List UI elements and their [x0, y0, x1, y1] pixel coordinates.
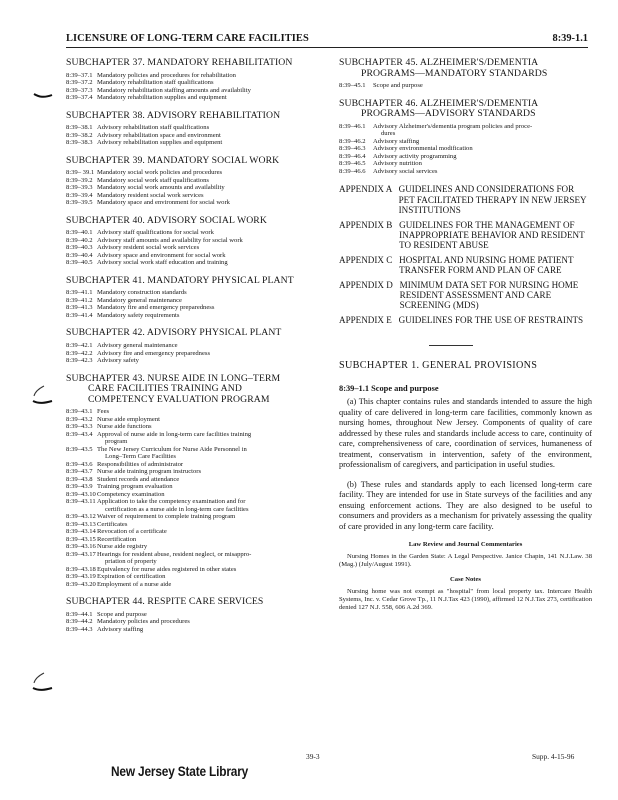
- section-title-line: Advisory rehabilitation supplies and equipment: [97, 139, 223, 147]
- section-title-line: Mandatory rehabilitation supplies and equipment: [97, 94, 227, 102]
- section-list: [66, 408, 331, 588]
- subchapter-heading: [339, 58, 592, 79]
- subchapter-heading-line: SUBCHAPTER 37. MANDATORY REHABILITATION: [66, 57, 293, 68]
- section-title: [97, 139, 331, 147]
- section-title-line: Advisory rehabilitation space and environment: [97, 131, 221, 139]
- subchapter-heading-line: COMPETENCY EVALUATION PROGRAM: [88, 393, 270, 405]
- section-entry: [339, 168, 592, 176]
- section-divider: [429, 345, 473, 346]
- section-list: [339, 123, 592, 176]
- section-title: [97, 573, 331, 581]
- subchapter-heading: [66, 111, 331, 122]
- left-column: [66, 58, 331, 642]
- section-title: [97, 476, 331, 484]
- section-title: [97, 513, 331, 521]
- section-title-line: The New Jersey Curriculum for Nurse Aide Personnel in: [97, 445, 247, 453]
- section-number: 8:39–44.3: [66, 625, 93, 633]
- section-entry: [66, 177, 331, 185]
- section-list: [66, 342, 331, 365]
- section-number: 8:39–40.5: [66, 259, 93, 267]
- section-number: 8:39–43.13: [66, 520, 96, 528]
- section-number: 8:39–42.1: [66, 342, 93, 350]
- subchapter-heading: [66, 58, 331, 69]
- section-entry: [66, 536, 331, 544]
- subchapter-heading-line: SUBCHAPTER 45. ALZHEIMER'S/DEMENTIA: [339, 57, 539, 68]
- section-title-line: Nurse aide registry: [97, 543, 148, 551]
- section-title-line: Advisory staff amounts and availability for social work: [97, 236, 243, 244]
- library-stamp: New Jersey State Library: [111, 764, 249, 779]
- section-number: 8:39–43.15: [66, 535, 96, 543]
- section-title: [97, 72, 331, 80]
- section-entry: [66, 611, 331, 619]
- section-title-line: Mandatory resident social work services: [97, 191, 204, 199]
- section-entry: [66, 289, 331, 297]
- running-header: [66, 33, 588, 48]
- section-title-line: Long–Term Care Facilities: [105, 453, 176, 461]
- section-entry: [66, 491, 331, 499]
- section-entry: [66, 618, 331, 626]
- section-title-line: Expiration of certification: [97, 573, 166, 581]
- section-number: 8:39–46.1: [339, 122, 366, 130]
- section-title-line: Scope and purpose: [97, 610, 147, 618]
- section-title-line: Mandatory rehabilitation staff qualifications: [97, 79, 214, 87]
- appendix-label: APPENDIX C: [339, 254, 400, 265]
- section-title-line: Advisory general maintenance: [97, 342, 178, 350]
- appendix-label: APPENDIX D: [339, 279, 400, 290]
- section-title: [97, 611, 331, 619]
- section-number: 8:39–43.8: [66, 475, 93, 483]
- section-title-line: Advisory staffing: [373, 137, 420, 145]
- section-title-line: Training program evaluation: [97, 483, 173, 491]
- section-number: 8:39–39.5: [66, 199, 93, 207]
- section-title-line: Mandatory fire and emergency preparedness: [97, 304, 215, 312]
- section-entry: [66, 476, 331, 484]
- subchapter-1-heading: SUBCHAPTER 1. GENERAL PROVISIONS: [339, 360, 538, 372]
- section-entry: [66, 244, 331, 252]
- subchapter-heading-line: SUBCHAPTER 42. ADVISORY PHYSICAL PLANT: [66, 327, 282, 339]
- section-title: [97, 87, 331, 95]
- subchapter-heading-line: PROGRAMS—MANDATORY STANDARDS: [361, 67, 548, 79]
- section-entry: [66, 513, 331, 521]
- section-title-line: Revocation of a certificate: [97, 528, 167, 536]
- subchapter-heading-line: SUBCHAPTER 41. MANDATORY PHYSICAL PLANT: [66, 274, 294, 286]
- appendix-label: APPENDIX A: [339, 184, 399, 195]
- section-title: [97, 551, 331, 566]
- section-list: [66, 72, 331, 102]
- margin-mark-3: [30, 670, 54, 704]
- section-title: [97, 252, 331, 260]
- section-title: [97, 169, 331, 177]
- section-entry: [66, 79, 331, 87]
- section-entry: [66, 423, 331, 431]
- section-entry: [66, 184, 331, 192]
- section-entry: [66, 259, 331, 267]
- section-title-line: priation of property: [105, 558, 157, 566]
- section-title: [97, 192, 331, 200]
- section-entry: [66, 431, 331, 446]
- section-title-line: Advisory rehabilitation staff qualifications: [97, 124, 210, 132]
- section-number: 8:39–40.3: [66, 244, 93, 252]
- section-entry: [66, 342, 331, 350]
- subchapter-heading: [66, 216, 331, 227]
- section-entry: [339, 160, 592, 168]
- page-number: 39-3: [306, 752, 320, 761]
- section-number: 8:39–43.12: [66, 513, 96, 521]
- section-title-line: Competency examination: [97, 490, 165, 498]
- section-title-line: Nurse aide training program instructors: [97, 468, 202, 476]
- section-entry: [66, 94, 331, 102]
- section-title: [97, 431, 331, 446]
- section-title: [97, 498, 331, 513]
- section-list: [66, 229, 331, 267]
- section-heading: 8:39–1.1 Scope and purpose: [339, 384, 439, 394]
- section-entry: [66, 237, 331, 245]
- section-number: 8:39–43.16: [66, 543, 96, 551]
- section-title: [97, 312, 331, 320]
- section-number: 8:39–39.3: [66, 184, 93, 192]
- section-title: [97, 342, 331, 350]
- section-entry: [66, 551, 331, 566]
- section-number: 8:39–43.14: [66, 528, 96, 536]
- section-number: 8:39–38.1: [66, 124, 93, 132]
- section-number: 8:39–37.2: [66, 79, 93, 87]
- section-title: [97, 94, 331, 102]
- appendix-title: GUIDELINES FOR THE MANAGEMENT OF INAPPROPRIATE BEHAVIOR AND RESIDENT TO RESIDENT ABUSE: [399, 219, 585, 251]
- section-number: 8:39–44.1: [66, 610, 93, 618]
- section-list: [339, 82, 592, 90]
- header-code: 8:39-1.1: [552, 33, 588, 44]
- subchapter-heading-line: CARE FACILITIES TRAINING AND: [88, 383, 242, 395]
- section-title: [97, 536, 331, 544]
- section-title: [97, 289, 331, 297]
- section-title-line: Approval of nurse aide in long-term care facilities training: [97, 430, 252, 438]
- section-number: 8:39–41.4: [66, 311, 93, 319]
- section-title-line: Advisory resident social work services: [97, 244, 200, 252]
- margin-mark-2: [30, 383, 54, 419]
- section-number: 8:39–40.4: [66, 251, 93, 259]
- section-entry: [66, 229, 331, 237]
- section-number: 8:39–41.2: [66, 296, 93, 304]
- section-title-line: program: [105, 438, 128, 446]
- subchapter-heading: [66, 156, 331, 167]
- section-entry: [66, 192, 331, 200]
- subchapter-heading-line: SUBCHAPTER 40. ADVISORY SOCIAL WORK: [66, 214, 267, 226]
- appendix-title: HOSPITAL AND NURSING HOME PATIENT TRANSFER FORM AND PLAN OF CARE: [399, 254, 574, 276]
- section-title: [97, 350, 331, 358]
- supplement-date: Supp. 4-15-96: [532, 752, 575, 761]
- appendix-entry: [339, 255, 592, 276]
- section-title: [97, 124, 331, 132]
- section-title: [373, 82, 592, 90]
- section-number: 8:39–46.2: [339, 137, 366, 145]
- section-entry: [66, 461, 331, 469]
- section-title-line: Nurse aide functions: [97, 423, 152, 431]
- right-column: [339, 58, 592, 611]
- appendix-label: APPENDIX E: [339, 314, 399, 325]
- law-review-text: Nursing Homes in the Garden State: A Legal Perspective. Janice Chapin, 141 N.J.Law. 38 (Mag.) (July/August 1991).: [339, 553, 592, 568]
- section-entry: [66, 350, 331, 358]
- section-list: [66, 169, 331, 207]
- section-number: 8:39–43.17: [66, 550, 96, 558]
- section-title-line: Hearings for resident abuse, resident neglect, or misappro-: [97, 550, 252, 558]
- section-number: 8:39–43.10: [66, 490, 96, 498]
- section-entry: [339, 82, 592, 90]
- section-title-line: Advisory safety: [97, 357, 139, 365]
- section-title: [97, 132, 331, 140]
- section-entry: [66, 297, 331, 305]
- section-entry: [66, 132, 331, 140]
- section-entry: [66, 521, 331, 529]
- section-entry: [66, 312, 331, 320]
- section-title-line: Mandatory policies and procedures for rehabilitation: [97, 71, 236, 79]
- section-number: 8:39–39.4: [66, 191, 93, 199]
- section-title: [373, 153, 592, 161]
- section-number: 8:39–38.3: [66, 139, 93, 147]
- section-number: 8:39–38.2: [66, 131, 93, 139]
- section-number: 8:39–43.2: [66, 415, 93, 423]
- section-entry: [66, 446, 331, 461]
- section-list: [66, 124, 331, 147]
- case-notes-text: Nursing home was not exempt as "hospital" from local property tax. Intercare Health Systems, Inc. v. Cedar Grove Tp., 11 N.J.Tax 423 (1990), affirmed 12 N.J.Tax 273, certification denied 127 N.J. 558, 606 A.2d 369.: [339, 588, 592, 611]
- section-title-line: Recertification: [97, 535, 137, 543]
- case-notes-heading: Case Notes: [450, 576, 481, 584]
- appendix-title: GUIDELINES AND CONSIDERATIONS FOR PET FACILITATED THERAPY IN NEW JERSEY INSTITUTIONS: [398, 184, 587, 216]
- section-title: [97, 199, 331, 207]
- section-number: 8:39–43.4: [66, 430, 93, 438]
- section-title-line: Advisory staff qualifications for social work: [97, 229, 214, 237]
- section-title-line: Advisory social work staff education and training: [97, 259, 228, 267]
- section-number: 8:39–43.19: [66, 573, 96, 581]
- section-number: 8:39–44.2: [66, 618, 93, 626]
- section-number: 8:39–42.2: [66, 349, 93, 357]
- section-title-line: Mandatory general maintenance: [97, 296, 182, 304]
- section-title-line: Mandatory social work policies and procedures: [97, 169, 223, 177]
- section-number: 8:39–46.4: [339, 152, 366, 160]
- section-title: [373, 138, 592, 146]
- section-title-line: Mandatory social work staff qualifications: [97, 176, 209, 184]
- section-title: [97, 491, 331, 499]
- section-title-line: Nurse aide employment: [97, 415, 160, 423]
- section-entry: [66, 581, 331, 589]
- section-title-line: Equivalency for nurse aides registered in other states: [97, 565, 237, 573]
- section-title-line: dures: [381, 130, 396, 138]
- section-number: 8:39–40.1: [66, 229, 93, 237]
- section-entry: [66, 72, 331, 80]
- subchapter-heading: [66, 597, 331, 608]
- section-title: [97, 423, 331, 431]
- appendix-title: GUIDELINES FOR THE USE OF RESTRAINTS: [398, 314, 584, 325]
- section-entry: [66, 468, 331, 476]
- section-title-line: Advisory Alzheimer's/dementia program policies and proce-: [373, 122, 533, 130]
- section-title-line: Advisory staffing: [97, 625, 144, 633]
- section-title-line: Mandatory rehabilitation staffing amounts and availability: [97, 86, 251, 94]
- section-title-line: Advisory nutrition: [373, 160, 422, 168]
- section-title-line: Fees: [97, 408, 110, 416]
- section-number: 8:39–43.11: [66, 498, 96, 506]
- section-number: 8:39–37.1: [66, 71, 93, 79]
- section-title-line: Responsibilities of administrator: [97, 460, 184, 468]
- section-entry: [66, 357, 331, 365]
- section-title: [97, 416, 331, 424]
- section-entry: [66, 252, 331, 260]
- section-title: [97, 79, 331, 87]
- section-title: [373, 168, 592, 176]
- margin-mark-1: [32, 88, 54, 102]
- appendix-label: APPENDIX B: [339, 219, 400, 230]
- section-title-line: Advisory social services: [373, 167, 438, 175]
- subchapter-heading-line: SUBCHAPTER 39. MANDATORY SOCIAL WORK: [66, 154, 280, 166]
- section-title: [373, 145, 592, 153]
- section-number: 8:39–43.1: [66, 408, 93, 416]
- appendix-entry: [339, 280, 592, 311]
- section-title-line: Advisory fire and emergency preparedness: [97, 349, 211, 357]
- subchapter-heading: [66, 276, 331, 287]
- section-entry: [66, 199, 331, 207]
- section-entry: [66, 626, 331, 634]
- section-entry: [66, 498, 331, 513]
- section-title-line: Mandatory policies and procedures: [97, 618, 190, 626]
- subchapter-heading: [339, 99, 592, 120]
- section-title-line: Employment of a nurse aide: [97, 580, 172, 588]
- section-title: [97, 461, 331, 469]
- section-entry: [66, 528, 331, 536]
- appendix-entry: [339, 315, 592, 325]
- section-number: 8:39–43.6: [66, 460, 93, 468]
- section-title-line: Mandatory space and environment for social work: [97, 199, 230, 207]
- section-title: [97, 446, 331, 461]
- section-entry: [66, 408, 331, 416]
- section-title: [97, 528, 331, 536]
- right-subchapters: [339, 58, 592, 175]
- section-number: 8:39–41.1: [66, 289, 93, 297]
- section-title: [97, 566, 331, 574]
- section-entry: [66, 483, 331, 491]
- section-entry: [66, 139, 331, 147]
- section-entry: [339, 123, 592, 138]
- section-number: 8:39–43.9: [66, 483, 93, 491]
- section-entry: [66, 169, 331, 177]
- appendix-entry: [339, 220, 592, 251]
- subchapter-heading: [66, 374, 331, 406]
- section-number: 8:39–43.3: [66, 423, 93, 431]
- section-title: [97, 297, 331, 305]
- section-title: [97, 468, 331, 476]
- section-title-line: Waiver of requirement to complete training program: [97, 513, 236, 521]
- subchapter-heading-line: SUBCHAPTER 44. RESPITE CARE SERVICES: [66, 596, 264, 608]
- section-title: [97, 618, 331, 626]
- section-title: [97, 626, 331, 634]
- section-title: [97, 483, 331, 491]
- section-title: [97, 408, 331, 416]
- section-title: [97, 581, 331, 589]
- section-entry: [339, 153, 592, 161]
- section-entry: [66, 566, 331, 574]
- section-title-line: Scope and purpose: [373, 82, 423, 90]
- section-number: 8:39–39.2: [66, 176, 93, 184]
- section-title: [97, 304, 331, 312]
- section-number: 8:39–42.3: [66, 357, 93, 365]
- appendix-list: [339, 184, 592, 325]
- appendix-title: MINIMUM DATA SET FOR NURSING HOME RESIDENT ASSESSMENT AND CARE SCREENING (MDS): [399, 279, 579, 311]
- section-title-line: Mandatory safety requirements: [97, 311, 180, 319]
- section-title-line: Mandatory construction standards: [97, 289, 187, 297]
- section-title-line: Mandatory social work amounts and availability: [97, 184, 225, 192]
- section-title: [97, 237, 331, 245]
- section-number: 8:39–46.3: [339, 145, 366, 153]
- section-entry: [66, 416, 331, 424]
- section-number: 8:39–45.1: [339, 82, 366, 90]
- section-number: 8:39–37.4: [66, 94, 93, 102]
- section-title-line: Certificates: [97, 520, 128, 528]
- section-title: [373, 160, 592, 168]
- section-title-line: Application to take the competency examination and for: [97, 498, 246, 506]
- section-title: [97, 259, 331, 267]
- paragraph-a: (a) This chapter contains rules and standards intended to assure the high quality of care delivered in long-term care facilities, commonly known as nursing homes, throughout New Jersey. Components of quality of care addressed by these rules and standards include access to care, continuity of care, comprehensiveness of care, coordination of services, humaneness of treatment, conservatism in intervention, safety of the environment, professionalism of caregivers, and participation in useful studies.: [339, 397, 592, 470]
- section-title-line: Student records and attendance: [97, 475, 180, 483]
- section-number: 8:39–43.5: [66, 445, 93, 453]
- section-title: [97, 521, 331, 529]
- law-review-heading: Law Review and Journal Commentaries: [408, 541, 523, 549]
- section-number: 8:39–46.5: [339, 160, 366, 168]
- section-title-line: Advisory space and environment for social work: [97, 251, 226, 259]
- section-entry: [339, 145, 592, 153]
- section-title-line: Advisory activity programming: [373, 152, 457, 160]
- header-title: LICENSURE OF LONG-TERM CARE FACILITIES: [66, 33, 309, 44]
- section-entry: [66, 87, 331, 95]
- section-list: [66, 289, 331, 319]
- section-title: [97, 357, 331, 365]
- section-title: [97, 244, 331, 252]
- subchapter-heading-line: SUBCHAPTER 43. NURSE AIDE IN LONG–TERM: [66, 372, 281, 384]
- section-entry: [66, 573, 331, 581]
- section-entry: [66, 304, 331, 312]
- section-number: 8:39–40.2: [66, 236, 93, 244]
- section-title: [97, 543, 331, 551]
- section-title: [97, 184, 331, 192]
- section-title: [373, 123, 592, 138]
- section-number: 8:39– 39.1: [66, 169, 95, 177]
- subchapter-heading-line: SUBCHAPTER 38. ADVISORY REHABILITATION: [66, 109, 281, 121]
- appendix-entry: [339, 184, 592, 215]
- section-title: [97, 229, 331, 237]
- subchapter-heading: [66, 328, 331, 339]
- section-title: [97, 177, 331, 185]
- section-entry: [339, 138, 592, 146]
- section-list: [66, 611, 331, 634]
- subchapter-heading-line: SUBCHAPTER 46. ALZHEIMER'S/DEMENTIA: [339, 97, 539, 109]
- section-title-line: certification as a nurse aide in long-term care facilities: [105, 505, 249, 513]
- subchapter-heading-line: PROGRAMS—ADVISORY STANDARDS: [361, 108, 536, 120]
- section-number: 8:39–43.20: [66, 580, 96, 588]
- section-number: 8:39–46.6: [339, 167, 366, 175]
- paragraph-b: (b) These rules and standards apply to each licensed long-term care facility. They are intended for use in State surveys of the facilities and any ensuing enforcement actions. They are also designed to be useful to consumers and providers as a mechanism for privately assessing the quality of care provided in any long-term care facility.: [339, 479, 592, 531]
- section-number: 8:39–43.18: [66, 565, 96, 573]
- section-number: 8:39–41.3: [66, 304, 93, 312]
- section-title-line: Advisory environmental modification: [373, 145, 473, 153]
- section-number: 8:39–43.7: [66, 468, 93, 476]
- section-number: 8:39–37.3: [66, 86, 93, 94]
- section-entry: [66, 124, 331, 132]
- section-entry: [66, 543, 331, 551]
